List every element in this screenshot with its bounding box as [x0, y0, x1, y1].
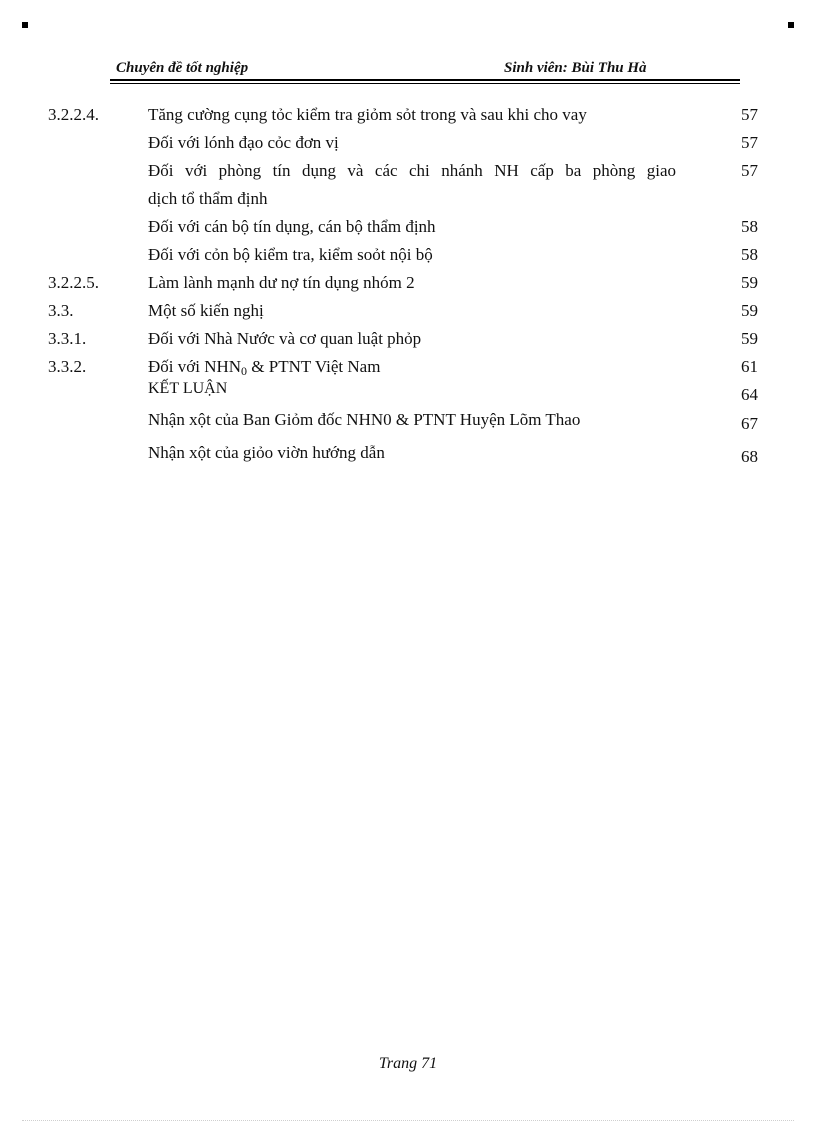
toc-entry-title: Nhận xột của giỏo viờn hướng dẫn [148, 443, 385, 462]
toc-entry-page: 68 [741, 447, 758, 466]
toc-entry-number: 3.2.2.4. [48, 105, 99, 124]
toc-entry-page: 59 [741, 329, 758, 348]
toc-entry-page: 59 [741, 273, 758, 292]
toc-entry-title-prefix: Đối với NHN [148, 357, 242, 376]
toc-entry-title: Một số kiến nghị [148, 301, 264, 320]
toc-entry-title: Đối với cán bộ tín dụng, cán bộ thẩm định [148, 217, 436, 236]
toc-entry-page: 59 [741, 301, 758, 320]
toc-entry-page: 67 [741, 414, 758, 433]
frame-corner-top-left [22, 22, 28, 28]
header-student-name: Sinh viên: Bùi Thu Hà [504, 60, 647, 76]
toc-entry-title: Đối với cỏn bộ kiểm tra, kiểm soỏt nội bộ [148, 245, 433, 264]
page-number-footer: Trang 71 [378, 1055, 438, 1072]
page-bottom-dotted-rule [22, 1120, 794, 1121]
toc-entry-number: 3.3. [48, 301, 74, 320]
header-rule-thin [110, 83, 740, 84]
toc-entry-title-subscript: 0 [241, 364, 248, 378]
toc-entry-page: 61 [741, 357, 758, 376]
toc-entry-page: 57 [741, 161, 758, 180]
toc-entry-number: 3.2.2.5. [48, 273, 99, 292]
toc-entry-title-suffix: & PTNT Việt Nam [247, 357, 381, 376]
toc-entry-page: 57 [741, 105, 758, 124]
header-rule-thick [110, 79, 740, 81]
toc-entry-page: 57 [741, 133, 758, 152]
toc-entry-title-line-1: Đối với phòng tín dụng và các chi nhánh NH cấp ba phòng giao [148, 161, 676, 180]
toc-entry-title-line-2: dịch tổ thẩm định [148, 189, 268, 208]
toc-entry-number: 3.3.1. [48, 329, 87, 348]
toc-entry-title: Đối với lónh đạo cỏc đơn vị [148, 133, 339, 152]
toc-entry-title: Nhận xột của Ban Giỏm đốc NHN0 & PTNT Huyện Lõm Thao [148, 410, 581, 429]
toc-entry-page: 58 [741, 217, 758, 236]
frame-corner-top-right [788, 22, 794, 28]
toc-entry-number: 3.3.2. [48, 357, 87, 376]
toc-entry-title: Đối với Nhà Nước và cơ quan luật phỏp [148, 329, 422, 348]
toc-entry-title: Tăng cường cụng tỏc kiểm tra giỏm sỏt trong và sau khi cho vay [148, 105, 587, 124]
toc-entry-page: 64 [741, 385, 758, 404]
toc-entry-title: KẾT LUẬN [148, 380, 228, 397]
toc-entry-page: 58 [741, 245, 758, 264]
running-header [110, 60, 740, 80]
header-thesis-title: Chuyên đề tốt nghiệp [116, 60, 249, 76]
toc-entry-title: Làm lành mạnh dư nợ tín dụng nhóm 2 [148, 273, 415, 292]
